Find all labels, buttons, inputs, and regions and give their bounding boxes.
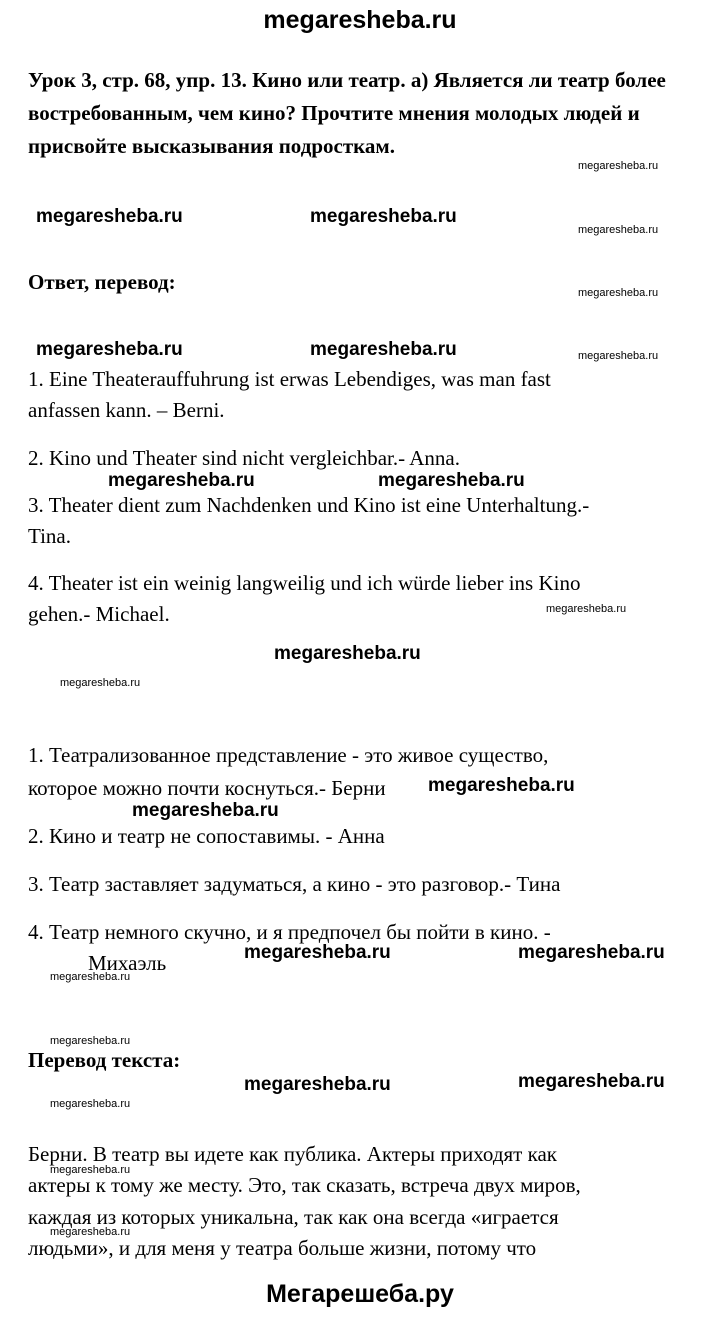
answer-heading: Ответ, перевод:	[28, 270, 176, 294]
watermark-small: megaresheba.ru	[50, 1098, 131, 1110]
translation-line: каждая из которых уникальна, так как она всегда «играется	[28, 1205, 559, 1229]
german-line: Tina.	[28, 524, 71, 548]
watermark-big: megaresheba.ru	[518, 1071, 665, 1092]
site-header: megaresheba.ru	[263, 6, 457, 34]
translation-line: актеры к тому же месту. Это, так сказать, встреча двух миров,	[28, 1173, 581, 1197]
watermark-big: megaresheba.ru	[518, 942, 665, 963]
watermark-big: megaresheba.ru	[108, 470, 255, 491]
watermark-small: megaresheba.ru	[578, 287, 659, 299]
watermark-big: megaresheba.ru	[310, 339, 457, 360]
german-line: 3. Theater dient zum Nachdenken und Kino ist eine Unterhaltung.-	[28, 493, 590, 517]
watermark-big: megaresheba.ru	[36, 339, 183, 360]
watermark-small: megaresheba.ru	[546, 603, 627, 615]
watermark-big: megaresheba.ru	[310, 206, 457, 227]
watermark-big: megaresheba.ru	[244, 942, 391, 963]
translation-line: людьми», и для меня у театра больше жизни, потому что	[28, 1236, 537, 1260]
german-line: 1. Eine Theaterauffuhrung ist erwas Lebendiges, was man fast	[28, 367, 551, 391]
watermark-big: megaresheba.ru	[274, 643, 421, 664]
russian-line: 4. Театр немного скучно, и я предпочел бы пойти в кино. -	[28, 920, 551, 944]
watermark-big: megaresheba.ru	[244, 1074, 391, 1095]
watermark-big: megaresheba.ru	[132, 800, 279, 821]
translation-heading: Перевод текста:	[28, 1048, 181, 1072]
watermark-small: megaresheba.ru	[578, 350, 659, 362]
russian-line: 3. Театр заставляет задуматься, а кино - это разговор.- Тина	[28, 872, 561, 896]
russian-line: 1. Театрализованное представление - это живое существо,	[28, 743, 549, 767]
watermark-small: megaresheba.ru	[50, 1035, 131, 1047]
russian-line: Михаэль	[88, 951, 167, 975]
watermark-big: megaresheba.ru	[36, 206, 183, 227]
watermark-big: megaresheba.ru	[428, 775, 575, 796]
watermark-big: megaresheba.ru	[378, 470, 525, 491]
german-line: 2. Kino und Theater sind nicht vergleichbar.- Anna.	[28, 446, 460, 470]
site-footer: Мегарешеба.ру	[266, 1280, 454, 1308]
watermark-small: megaresheba.ru	[578, 160, 659, 172]
watermark-small: megaresheba.ru	[50, 1164, 131, 1176]
watermark-small: megaresheba.ru	[60, 677, 141, 689]
task-title: Урок 3, стр. 68, упр. 13. Кино или театр. а) Является ли театр более востребованным, чем кино? Прочтите мнения молодых людей и присвойте высказывания подросткам.	[28, 68, 666, 158]
german-line: gehen.- Michael.	[28, 602, 170, 626]
watermark-small: megaresheba.ru	[50, 971, 131, 983]
translation-line: Берни. В театр вы идете как публика. Актеры приходят как	[28, 1142, 557, 1166]
russian-line: 2. Кино и театр не сопоставимы. - Анна	[28, 824, 385, 848]
german-line: 4. Theater ist ein weinig langweilig und ich würde lieber ins Kino	[28, 571, 581, 595]
watermark-small: megaresheba.ru	[50, 1226, 131, 1238]
russian-line: которое можно почти коснуться.- Берни	[28, 776, 386, 800]
watermark-small: megaresheba.ru	[578, 224, 659, 236]
german-line: anfassen kann. – Berni.	[28, 398, 225, 422]
